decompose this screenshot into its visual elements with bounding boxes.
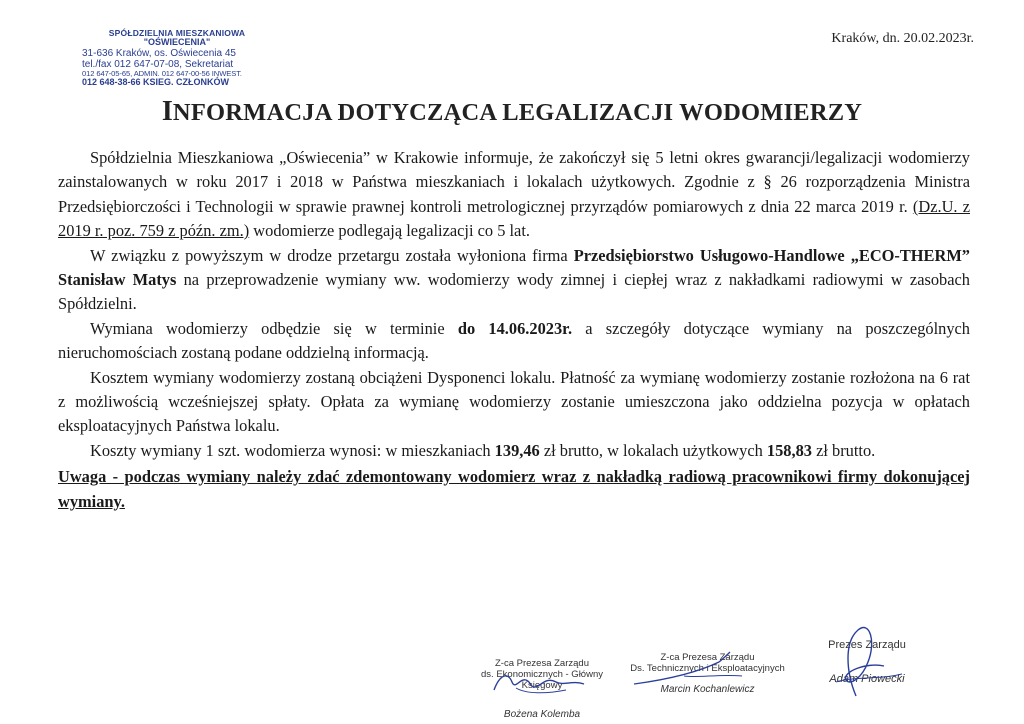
- paragraph-5: [58, 439, 970, 463]
- paragraph-2: [58, 244, 970, 317]
- cooperative-stamp: [82, 29, 272, 88]
- signature-role-line-2: Ds. Technicznych i Eksploatacyjnych: [630, 663, 785, 674]
- paragraph-3-text-a: Wymiana wodomierzy odbędzie się w terminie: [90, 318, 458, 338]
- paragraph-1: [58, 146, 970, 244]
- paragraph-2-text-b: na przeprowadzenie wymiany ww. wodomierzy wody zimnej i ciepłej wraz z nakładkami radiowymi w zasobach Spółdzielni.: [58, 270, 970, 314]
- title-first-letter: I: [161, 96, 173, 127]
- stamp-line-5: 012 647-05-65, ADMIN. 012 647-00-56 INWEST.: [82, 69, 242, 79]
- price-commercial: 158,83: [766, 440, 812, 460]
- signature-role-line-2: ds. Ekonomicznych - Główny Księgowy: [481, 669, 603, 691]
- signature-name: Marcin Kochanlewicz: [660, 684, 755, 695]
- paragraph-3: [58, 317, 970, 366]
- signature-block-vice-president-economic: [462, 658, 622, 720]
- paragraph-1-text-a: Spółdzielnia Mieszkaniowa „Oświecenia” w Krakowie informuje, że zakończył się 5 letni okres gwarancji/legalizacji wodomierzy zainstalowanych w roku 2017 i 2018 w Państwa mieszkaniach i lokalach użytkowych. Zgodnie z § 26 rozporządzenia Ministra Przedsiębiorczości i Technologii w sprawie prawnej kontroli metrologicznej przyrządów pomiarowych z dnia 22 marca 2019 r.: [58, 148, 970, 216]
- signature-name: Bożena Kolemba: [503, 709, 581, 720]
- title-rest: NFORMACJA DOTYCZĄCA LEGALIZACJI WODOMIERZY: [172, 99, 863, 126]
- paragraph-2-text-a: W związku z powyższym w drodze przetargu została wyłoniona firma: [90, 245, 574, 265]
- stamp-line-1: SPÓŁDZIELNIA MIESZKANIOWA: [108, 28, 246, 38]
- paragraph-3-text-b: a szczegóły dotyczące wymiany na poszczególnych nieruchomościach zostaną podane oddzielną informacją.: [58, 318, 970, 363]
- paragraph-5-text-a: Koszty wymiany 1 szt. wodomierza wynosi: w mieszkaniach: [90, 440, 495, 460]
- document-body: [58, 146, 970, 514]
- handwritten-signature-icon: [486, 668, 596, 698]
- paragraph-5-text-b: zł brutto, w lokalach użytkowych: [539, 440, 767, 460]
- deadline-date: do 14.06.2023r.: [457, 318, 573, 338]
- handwritten-signature-icon: [624, 650, 774, 690]
- stamp-line-4: tel./fax 012 647-07-08, Sekretariat: [82, 58, 234, 70]
- stamp-line-6: 012 648-38-66 KSIEG. CZŁONKÓW: [82, 77, 230, 88]
- signature-role-line-1: Prezes Zarządu: [828, 639, 906, 651]
- signature-role-line-1: Z-ca Prezesa Zarządu: [660, 652, 755, 663]
- warning-notice: Uwaga - podczas wymiany należy zdać zdemontowany wodomierz wraz z nakładką radiową pracownikowi firmy dokonującej wymiany.: [58, 467, 970, 511]
- signature-block-president: [792, 640, 942, 685]
- stamp-line-3: 31-636 Kraków, os. Oświecenia 45: [82, 48, 236, 60]
- document-date: Kraków, dn. 20.02.2023r.: [831, 31, 974, 46]
- contractor-name: Przedsiębiorstwo Usługowo-Handlowe „ECO-THERM” Stanisław Matys: [58, 245, 970, 290]
- paragraph-4: Kosztem wymiany wodomierzy zostaną obciążeni Dysponenci lokalu. Płatność za wymianę wodomierzy zostanie rozłożona na 6 rat z możliwością wcześniejszej spłaty. Opłata za wymianę wodomierzy zostanie umieszczona jako oddzielna pozycja w opłatach eksploatacyjnych Państwa lokalu.: [58, 367, 970, 436]
- paragraph-5-text-c: zł brutto.: [811, 440, 876, 460]
- price-apartments: 139,46: [494, 440, 540, 460]
- stamp-line-2: "OŚWIECENIA": [143, 36, 211, 47]
- document-title: [0, 96, 1024, 128]
- legal-reference-link: (Dz.U. z 2019 r. poz. 759 z późn. zm.): [58, 196, 970, 241]
- signature-block-vice-president-technical: [620, 652, 795, 695]
- handwritten-signature-icon: [806, 622, 916, 702]
- paragraph-1-text-b: wodomierze podlegają legalizacji co 5 lat.: [249, 221, 530, 241]
- signature-role-line-1: Z-ca Prezesa Zarządu: [495, 658, 589, 669]
- signature-name: Adam Piowecki: [829, 673, 905, 685]
